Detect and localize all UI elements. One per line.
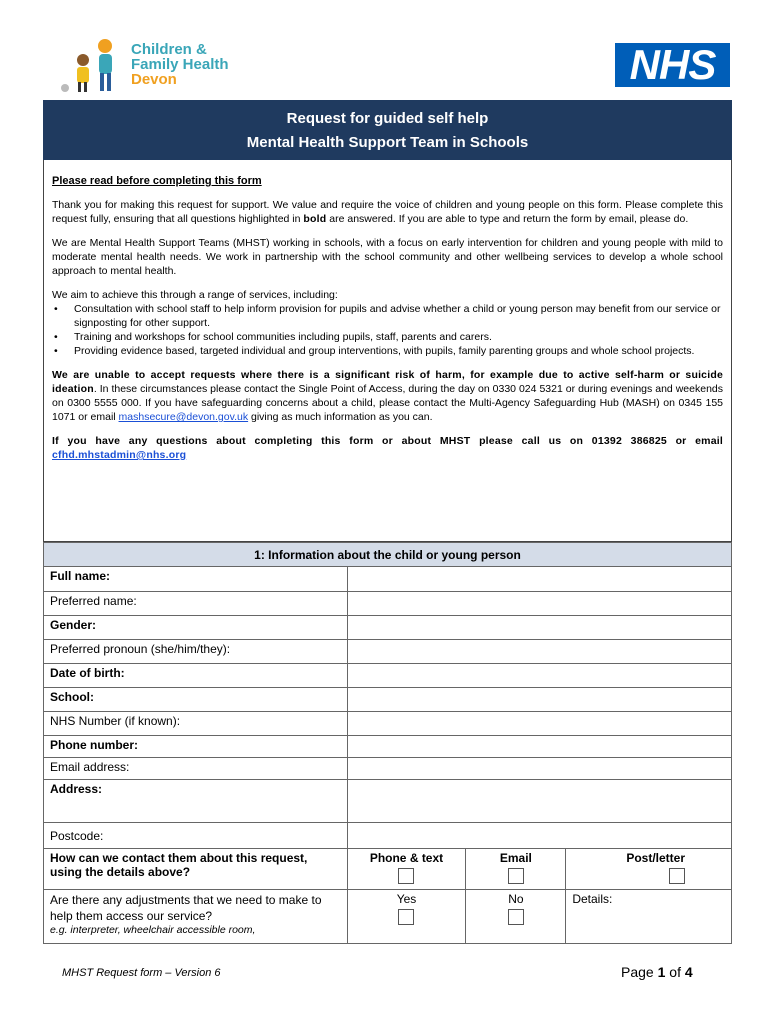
adjustments-question-cell <box>44 890 348 944</box>
dob-label: Date of birth: <box>44 664 348 688</box>
contact-option-label: Email <box>499 851 532 865</box>
org-name-line3: Devon <box>131 71 177 88</box>
email-checkbox[interactable] <box>508 868 524 884</box>
child-info-form <box>43 542 732 944</box>
gender-field[interactable] <box>347 616 731 640</box>
address-label: Address: <box>44 780 348 823</box>
full-name-label: Full name: <box>44 567 348 592</box>
intro-paragraph-2: We are Mental Health Support Teams (MHST) working in schools, with a focus on early intervention for children and young people with mild to moderate mental health needs. We work in partnership with the school community and other wellbeing services to develop a whole school approach to mental health. <box>52 237 723 277</box>
page-number: Page 1 of 4 <box>621 964 693 980</box>
post-letter-checkbox[interactable] <box>669 868 685 884</box>
cfh-devon-logo <box>55 36 255 96</box>
adjustments-yes[interactable] <box>347 890 466 944</box>
questions-paragraph: If you have any questions about completing this form or about MHST please call us on 01392 386825 or email cfhd.mhstadmin@nhs.org <box>52 435 723 461</box>
pronoun-field[interactable] <box>347 640 731 664</box>
adjustments-no[interactable] <box>466 890 566 944</box>
org-name-line1: Children & <box>131 41 207 58</box>
adjustments-question: Are there any adjustments that we need to make to help them access our service? <box>50 893 322 923</box>
adjustments-details-field[interactable] <box>566 890 732 944</box>
contact-method-question: How can we contact them about this request, using the details above? <box>44 849 348 890</box>
email-label: Email address: <box>44 758 348 780</box>
list-item: • Providing evidence based, targeted individual and group interventions, with pupils, family parenting groups and whole school projects. <box>52 344 723 358</box>
adjustments-example: e.g. interpreter, wheelchair accessible room, <box>50 924 256 936</box>
dob-field[interactable] <box>347 664 731 688</box>
postcode-label: Postcode: <box>44 823 348 849</box>
admin-email-link[interactable]: cfhd.mhstadmin@nhs.org <box>52 449 187 461</box>
school-label: School: <box>44 688 348 712</box>
adjustments-yes-checkbox[interactable] <box>398 909 414 925</box>
contact-option-label: Post/letter <box>626 851 685 865</box>
phone-field[interactable] <box>347 736 731 758</box>
section-header: 1: Information about the child or young person <box>44 543 732 567</box>
mash-email-link[interactable]: mashsecure@devon.gov.uk <box>118 411 249 423</box>
adjustments-no-label: No <box>508 892 524 906</box>
list-item: • Consultation with school staff to help inform provision for pupils and advise whether a child or young person may benefit from our service or signposting for other support. <box>52 302 723 330</box>
pronoun-label: Preferred pronoun (she/him/they): <box>44 640 348 664</box>
contact-option-email[interactable] <box>466 849 566 890</box>
school-field[interactable] <box>347 688 731 712</box>
adjustments-no-checkbox[interactable] <box>508 909 524 925</box>
list-item: • Training and workshops for school communities including pupils, staff, parents and carers. <box>52 330 723 344</box>
phone-text-checkbox[interactable] <box>398 868 414 884</box>
contact-option-label: Phone & text <box>369 851 444 865</box>
risk-paragraph: We are unable to accept requests where there is a significant risk of harm, for example due to active self-harm or suicide ideation. In these circumstances please contact the Single Point of Access, during the day on 0330 024 5321 or during evenings and weekends on 0300 5555 000. If you have safeguarding concerns about a child, please contact the Multi-Agency Safeguarding Hub (MASH) on 0345 155 1071 or email mashsecure@devon.gov.uk giving as much information as you can. <box>52 369 723 423</box>
details-label: Details: <box>572 892 613 906</box>
intro-heading: Please read before completing this form <box>52 175 262 187</box>
nhs-number-label: NHS Number (if known): <box>44 712 348 736</box>
full-name-field[interactable] <box>347 567 731 592</box>
cfh-devon-wordmark <box>131 42 229 87</box>
form-title: Request for guided self help <box>286 110 489 127</box>
form-version: MHST Request form – Version 6 <box>62 967 221 979</box>
children-figures-icon <box>55 36 129 96</box>
intro-section <box>43 160 732 542</box>
intro-paragraph-3: We aim to achieve this through a range of services, including: <box>52 289 338 301</box>
form-subtitle: Mental Health Support Team in Schools <box>246 134 529 151</box>
email-field[interactable] <box>347 758 731 780</box>
title-banner <box>43 100 732 160</box>
nhs-number-field[interactable] <box>347 712 731 736</box>
postcode-field[interactable] <box>347 823 731 849</box>
contact-option-post[interactable] <box>566 849 732 890</box>
services-list <box>52 302 723 358</box>
contact-option-phone[interactable] <box>347 849 466 890</box>
gender-label: Gender: <box>44 616 348 640</box>
intro-paragraph-1: Thank you for making this request for support. We value and require the voice of children and young people on this form. Please complete this request fully, ensuring that all questions highlighted in bold are answered. If you are able to type and return the form by email, please do. <box>52 199 723 225</box>
phone-label: Phone number: <box>44 736 348 758</box>
adjustments-yes-label: Yes <box>396 892 417 906</box>
address-field[interactable] <box>347 780 731 823</box>
preferred-name-label: Preferred name: <box>44 592 348 616</box>
org-name-line2: Family Health <box>131 56 229 73</box>
preferred-name-field[interactable] <box>347 592 731 616</box>
nhs-logo: NHS <box>615 43 730 87</box>
